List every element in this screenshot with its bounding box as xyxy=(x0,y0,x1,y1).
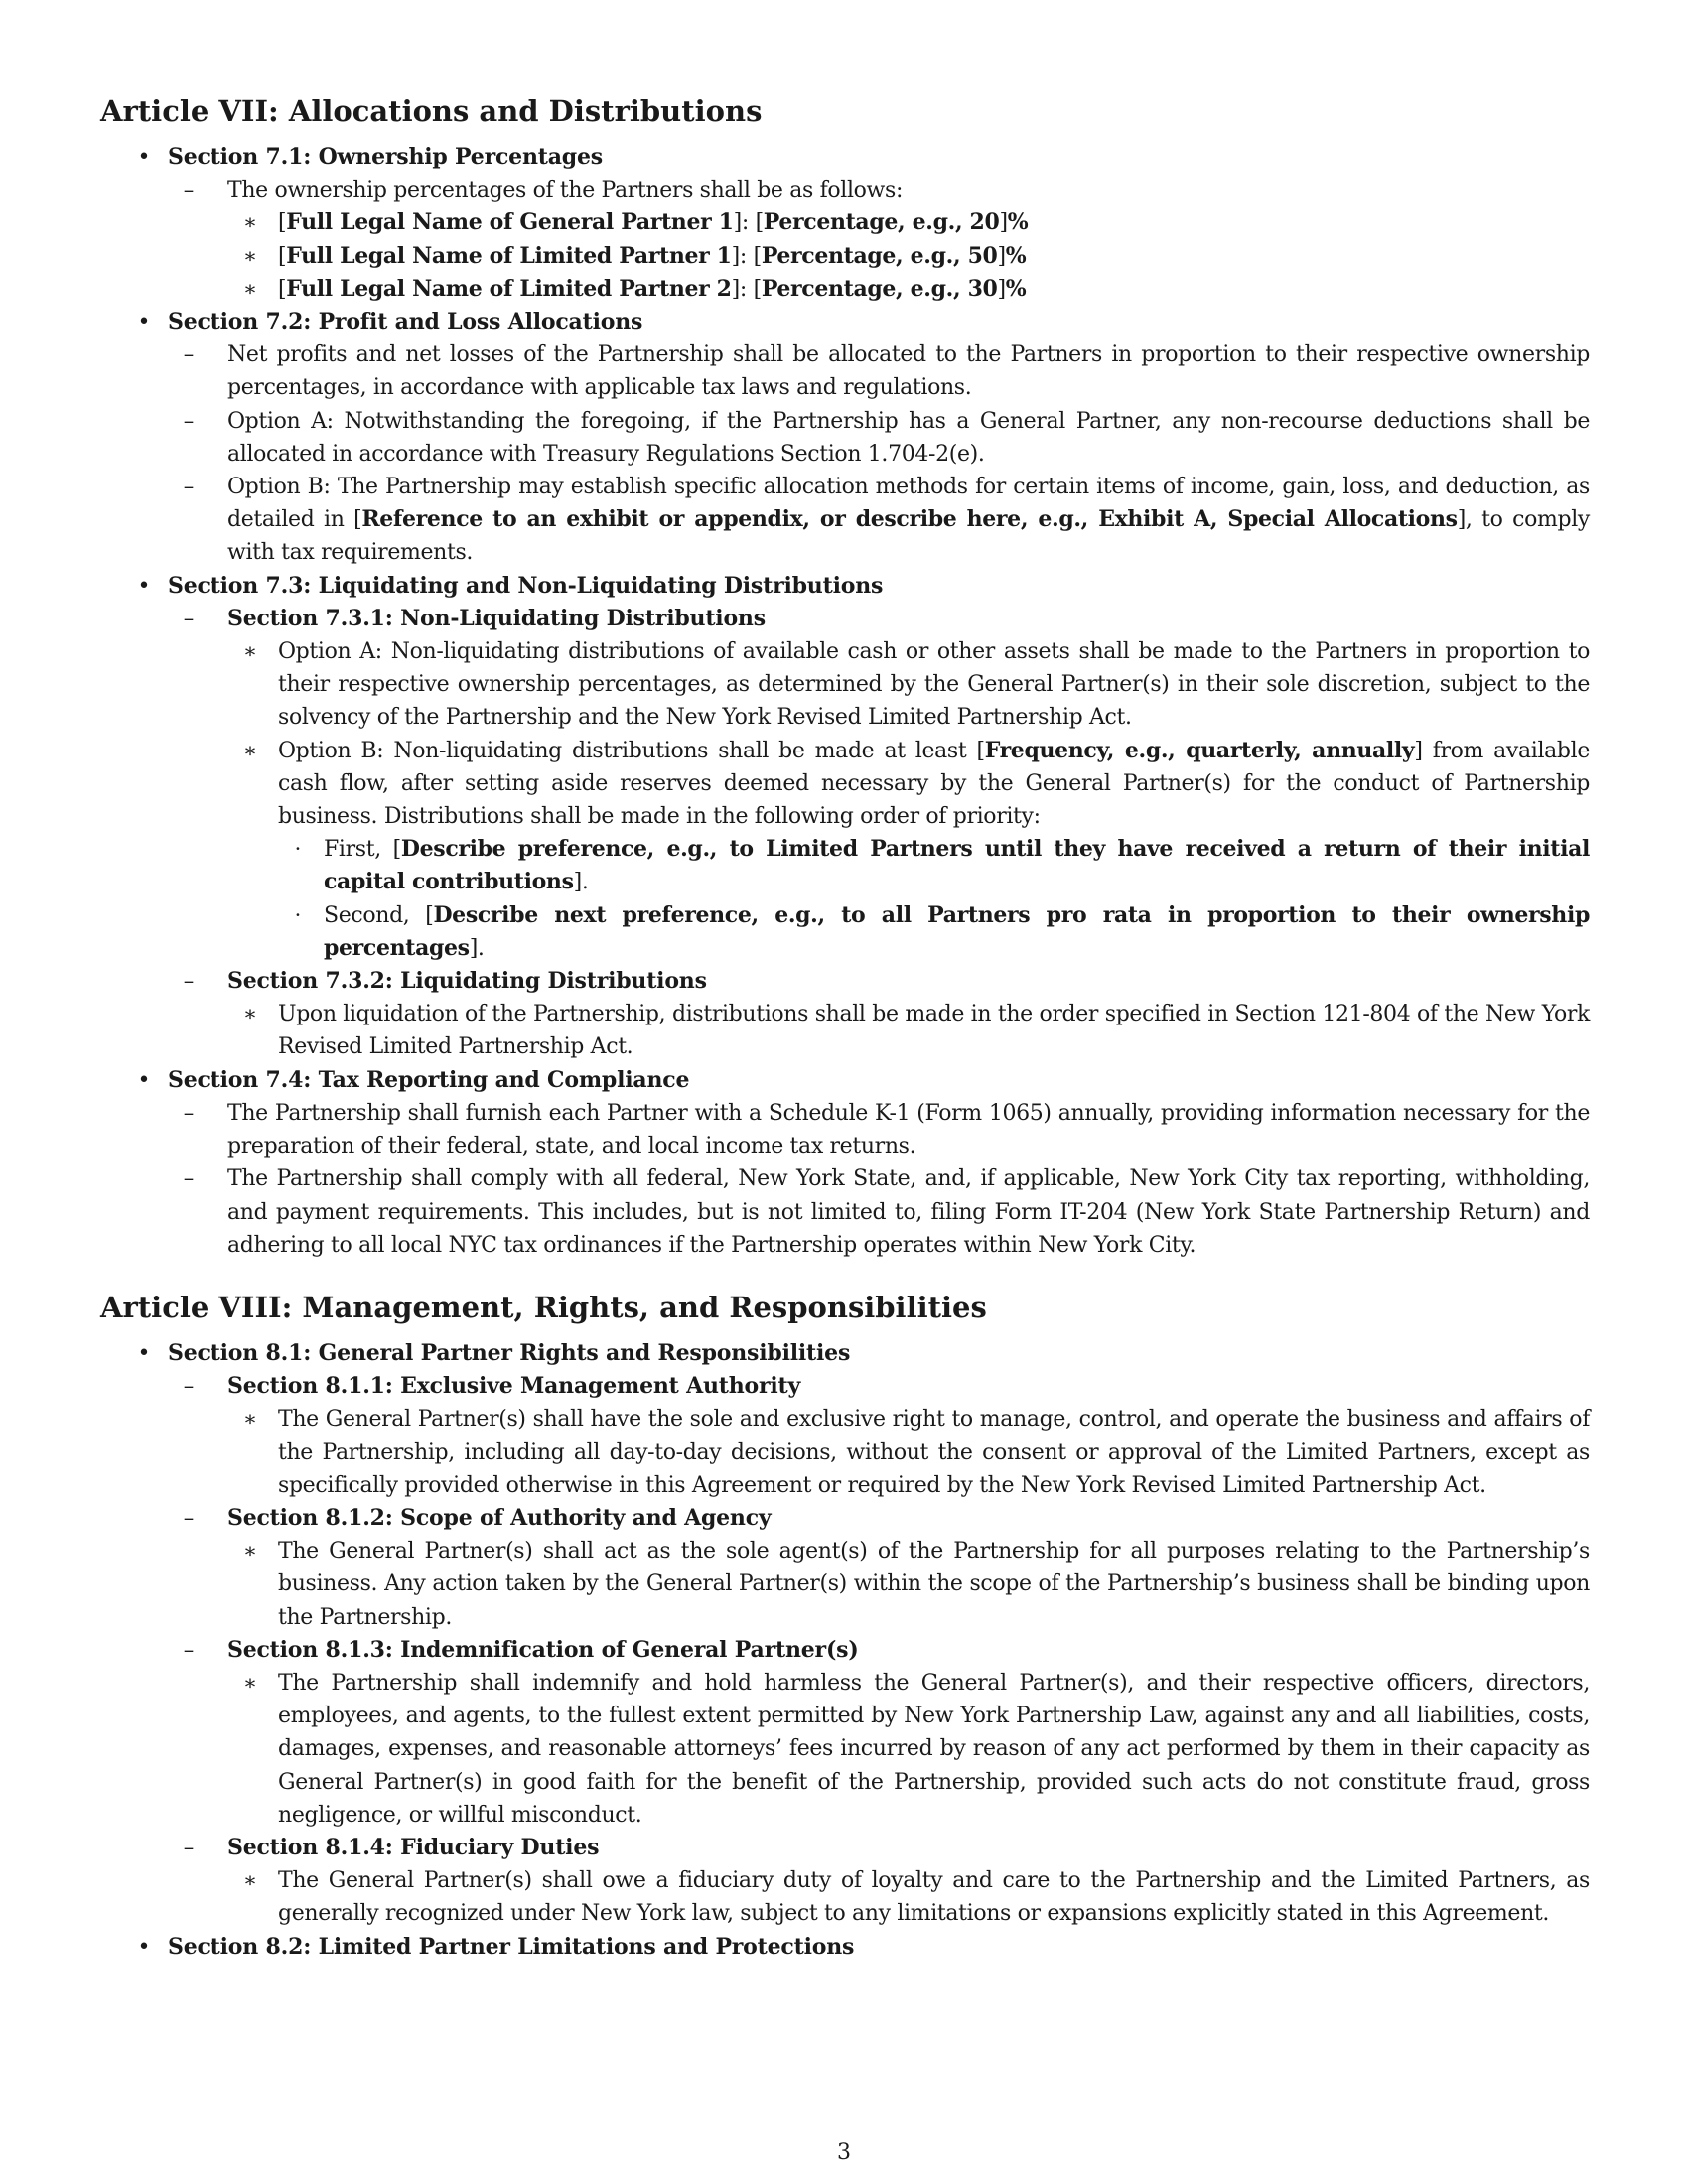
paragraph: Upon liquidation of the Partnership, distributions shall be made in the order specified in Section 121-804 of the New York Revised Limited Partnership Act. xyxy=(278,1002,1590,1060)
list-item xyxy=(227,1403,1590,1502)
bullet-dash-icon: – xyxy=(183,606,195,630)
text-run: Option B: Non-liquidating distributions shall be made at least [ xyxy=(278,738,985,763)
section-7-2-list xyxy=(168,339,1590,569)
percent-sign: % xyxy=(1005,275,1027,302)
paragraph: The General Partner(s) shall have the sole and exclusive right to manage, control, and operate the business and affairs of the Partnership, including all day-to-day decisions, without the consent or approval of the Limited Partners, except as specifically provided otherwise in this Agreement or required by the New York Revised Limited Partnership Act. xyxy=(278,1407,1590,1498)
bullet-middot-icon: · xyxy=(294,902,302,927)
section-7-3-2-title: Section 7.3.2: Liquidating Distributions xyxy=(227,968,707,995)
bullet-dot-icon: • xyxy=(137,1067,151,1093)
colon: : xyxy=(739,276,754,302)
bullet-dot-icon: • xyxy=(137,310,151,336)
text-run: Second, [ xyxy=(324,902,434,928)
ownership-item xyxy=(227,273,1590,306)
section-8-2 xyxy=(100,1931,1590,1964)
text-run: ]. xyxy=(573,870,589,895)
section-8-1 xyxy=(100,1337,1590,1931)
section-7-3-title: Section 7.3: Liquidating and Non-Liquidating Distributions xyxy=(168,572,884,599)
bullet-asterisk-icon: ∗ xyxy=(242,738,258,762)
bullet-dash-icon: – xyxy=(183,1374,195,1399)
percentage-placeholder: Percentage, e.g., 50 xyxy=(761,242,998,269)
priority-list xyxy=(278,833,1590,965)
preference-placeholder: Describe preference, e.g., to Limited Partners until they have received a return of their initial capital contributions xyxy=(324,836,1591,895)
percentage-placeholder: Percentage, e.g., 30 xyxy=(761,275,998,302)
subsection-title: Section 8.1.4: Fiduciary Duties xyxy=(227,1834,600,1860)
bullet-dash-icon: – xyxy=(183,969,195,994)
bullet-dash-icon: – xyxy=(183,1166,195,1191)
list-item xyxy=(227,998,1590,1063)
percent-sign: % xyxy=(1005,242,1027,269)
section-8-1-title: Section 8.1: General Partner Rights and Responsibilities xyxy=(168,1339,851,1366)
section-7-2-title: Section 7.2: Profit and Loss Allocations xyxy=(168,309,643,336)
section-7-1-list xyxy=(168,174,1590,306)
paragraph xyxy=(324,833,1590,898)
section-7-1-intro xyxy=(168,174,1590,306)
bullet-dot-icon: • xyxy=(137,1340,151,1366)
frequency-placeholder: Frequency, e.g., quarterly, annually xyxy=(984,737,1415,763)
preference-placeholder: Describe next preference, e.g., to all Partners pro rata in proportion to their ownership percentages xyxy=(324,901,1590,961)
ownership-item-text xyxy=(278,206,1590,239)
paragraph xyxy=(227,471,1590,570)
section-7-4-title: Section 7.4: Tax Reporting and Compliance xyxy=(168,1066,690,1093)
paragraph: The General Partner(s) shall act as the sole agent(s) of the Partnership for all purposes relating to the Partnership’s business. Any action taken by the General Partner(s) within the scope of the Partnership’s business shall be binding upon the Partnership. xyxy=(278,1539,1590,1630)
article-7-sections xyxy=(100,141,1590,1262)
section-7-3-2-list xyxy=(227,998,1590,1063)
page-number: 3 xyxy=(837,2140,851,2165)
paragraph xyxy=(278,735,1590,834)
list-item xyxy=(168,405,1590,471)
colon: : xyxy=(741,210,756,236)
bracket: ] xyxy=(997,243,1006,269)
partner-name-placeholder: Full Legal Name of General Partner 1 xyxy=(286,209,734,236)
ownership-item xyxy=(227,206,1590,239)
section-7-3-1-list xyxy=(227,635,1590,965)
colon: : xyxy=(739,243,754,269)
ownership-item-text xyxy=(278,273,1590,306)
section-7-2 xyxy=(100,306,1590,570)
bullet-dash-icon: – xyxy=(183,342,195,367)
paragraph: Option A: Notwithstanding the foregoing, if the Partnership has a General Partner, any non-recourse deductions shall be allocated in accordance with Treasury Regulations Section 1.704-2(e). xyxy=(227,408,1590,467)
bullet-dash-icon: – xyxy=(183,408,195,433)
section-7-3-list xyxy=(168,603,1590,1064)
bullet-dot-icon: • xyxy=(137,1934,151,1960)
section-7-3-1-title: Section 7.3.1: Non-Liquidating Distributions xyxy=(227,605,766,631)
section-7-3-1 xyxy=(168,603,1590,965)
bracket: [ xyxy=(278,243,287,269)
section-7-1-intro-text: The ownership percentages of the Partners shall be as follows: xyxy=(227,178,904,204)
bracket: [ xyxy=(753,276,762,302)
priority-item xyxy=(278,833,1590,898)
bracket: ] xyxy=(997,276,1006,302)
exhibit-placeholder: Reference to an exhibit or appendix, or describe here, e.g., Exhibit A, Special Allocations xyxy=(361,506,1458,533)
bullet-dot-icon: • xyxy=(137,145,151,170)
bracket: ] xyxy=(999,210,1008,236)
paragraph: Net profits and net losses of the Partnership shall be allocated to the Partners in proportion to their respective ownership percentages, in accordance with applicable tax laws and regulations. xyxy=(227,342,1590,401)
list-item xyxy=(227,1864,1590,1930)
bullet-dash-icon: – xyxy=(183,1835,195,1859)
percent-sign: % xyxy=(1007,209,1029,236)
bullet-asterisk-icon: ∗ xyxy=(242,243,258,268)
bullet-dash-icon: – xyxy=(183,1505,195,1530)
bracket: [ xyxy=(753,243,762,269)
bullet-asterisk-icon: ∗ xyxy=(242,276,258,301)
paragraph: The Partnership shall furnish each Partner with a Schedule K-1 (Form 1065) annually, providing information necessary for the preparation of their federal, state, and local income tax returns. xyxy=(227,1100,1590,1160)
section-8-2-title: Section 8.2: Limited Partner Limitations and Protections xyxy=(168,1933,855,1960)
bullet-dash-icon: – xyxy=(183,178,195,203)
list-item xyxy=(168,1097,1590,1162)
bullet-asterisk-icon: ∗ xyxy=(242,210,258,235)
bracket: ] xyxy=(733,210,742,236)
percentage-placeholder: Percentage, e.g., 20 xyxy=(763,209,1000,236)
list-item xyxy=(227,635,1590,735)
bullet-asterisk-icon: ∗ xyxy=(242,1539,258,1564)
subsection-list xyxy=(227,1667,1590,1832)
paragraph: The Partnership shall comply with all federal, New York State, and, if applicable, New York City tax reporting, withholding, and payment requirements. This includes, but is not limited to, filing Form IT-204 (New York State Partnership Return) and adhering to all local NYC tax ordinances if the Partnership operates within New York City. xyxy=(227,1166,1590,1258)
bracket: [ xyxy=(278,276,287,302)
bracket: [ xyxy=(278,210,287,236)
article-8-title: Article VIII: Management, Rights, and Responsibilities xyxy=(100,1290,987,1324)
paragraph: The General Partner(s) shall owe a fiduciary duty of loyalty and care to the Partnership and the Limited Partners, as generally recognized under New York law, subject to any limitations or expansions explicitly stated in this Agreement. xyxy=(278,1868,1590,1927)
priority-item xyxy=(278,899,1590,965)
paragraph xyxy=(324,899,1590,965)
list-item xyxy=(227,1535,1590,1634)
paragraph: Option A: Non-liquidating distributions of available cash or other assets shall be made to the Partners in proportion to their respective ownership percentages, as determined by the General Partner(s) in their sole discretion, subject to the solvency of the Partnership and the New York Revised Limited Partnership Act. xyxy=(278,639,1590,731)
bullet-dash-icon: – xyxy=(183,1100,195,1125)
section-7-3-2 xyxy=(168,965,1590,1064)
text-run: ], to comply with tax requirements. xyxy=(227,507,1590,566)
bullet-asterisk-icon: ∗ xyxy=(242,639,258,664)
subsection-list xyxy=(227,1403,1590,1502)
ownership-list xyxy=(227,206,1590,306)
subsection-title: Section 8.1.1: Exclusive Management Authority xyxy=(227,1373,801,1400)
list-item xyxy=(227,1667,1590,1832)
ownership-item xyxy=(227,240,1590,273)
list-item xyxy=(227,735,1590,965)
section-7-3 xyxy=(100,570,1590,1064)
page-content xyxy=(100,91,1590,1964)
list-item xyxy=(168,1162,1590,1262)
subsection-title: Section 8.1.3: Indemnification of General Partner(s) xyxy=(227,1636,859,1663)
bracket: [ xyxy=(755,210,764,236)
article-8-sections xyxy=(100,1337,1590,1964)
partner-name-placeholder: Full Legal Name of Limited Partner 2 xyxy=(286,275,732,302)
ownership-item-text xyxy=(278,240,1590,273)
bullet-middot-icon: · xyxy=(294,837,302,862)
section-7-1 xyxy=(100,141,1590,306)
subsection-title: Section 8.1.2: Scope of Authority and Agency xyxy=(227,1504,772,1531)
paragraph: The Partnership shall indemnify and hold harmless the General Partner(s), and their respective officers, directors, employees, and agents, to the fullest extent permitted by New York Partnership Law, against any and all liabilities, costs, damages, expenses, and reasonable attorneys’ fees incurred by reason of any act performed by them in their capacity as General Partner(s) in good faith for the benefit of the Partnership, provided such acts do not constitute fraud, gross negligence, or willful misconduct. xyxy=(278,1670,1590,1828)
section-7-4 xyxy=(100,1064,1590,1262)
bullet-asterisk-icon: ∗ xyxy=(242,1868,258,1893)
section-8-1-list xyxy=(168,1370,1590,1930)
subsection-list xyxy=(227,1864,1590,1930)
bullet-dot-icon: • xyxy=(137,573,151,599)
bullet-asterisk-icon: ∗ xyxy=(242,1670,258,1695)
section-7-4-list xyxy=(168,1097,1590,1262)
text-run: ] from available cash flow, after setting aside reserves deemed necessary by the General Partner(s) for the conduct of Partnership business. Distributions shall be made in the following order of priority: xyxy=(278,738,1591,830)
bullet-dash-icon: – xyxy=(183,1637,195,1662)
section-8-1-2 xyxy=(168,1502,1590,1634)
text-run: First, [ xyxy=(324,837,401,863)
section-8-1-1 xyxy=(168,1370,1590,1502)
partner-name-placeholder: Full Legal Name of Limited Partner 1 xyxy=(286,242,732,269)
text-run: Option B: The Partnership may establish specific allocation methods for certain items of income, gain, loss, and deduction, as detailed in [ xyxy=(227,475,1590,533)
bullet-dash-icon: – xyxy=(183,475,195,499)
article-7-title: Article VII: Allocations and Distributions xyxy=(100,94,763,128)
list-item xyxy=(168,471,1590,570)
bracket: ] xyxy=(731,276,740,302)
bullet-asterisk-icon: ∗ xyxy=(242,1002,258,1026)
section-8-1-4 xyxy=(168,1832,1590,1931)
section-8-1-3 xyxy=(168,1634,1590,1832)
text-run: ]. xyxy=(469,935,485,961)
bracket: ] xyxy=(731,243,740,269)
section-7-1-title: Section 7.1: Ownership Percentages xyxy=(168,144,603,170)
bullet-asterisk-icon: ∗ xyxy=(242,1407,258,1432)
list-item xyxy=(168,339,1590,404)
subsection-list xyxy=(227,1535,1590,1634)
